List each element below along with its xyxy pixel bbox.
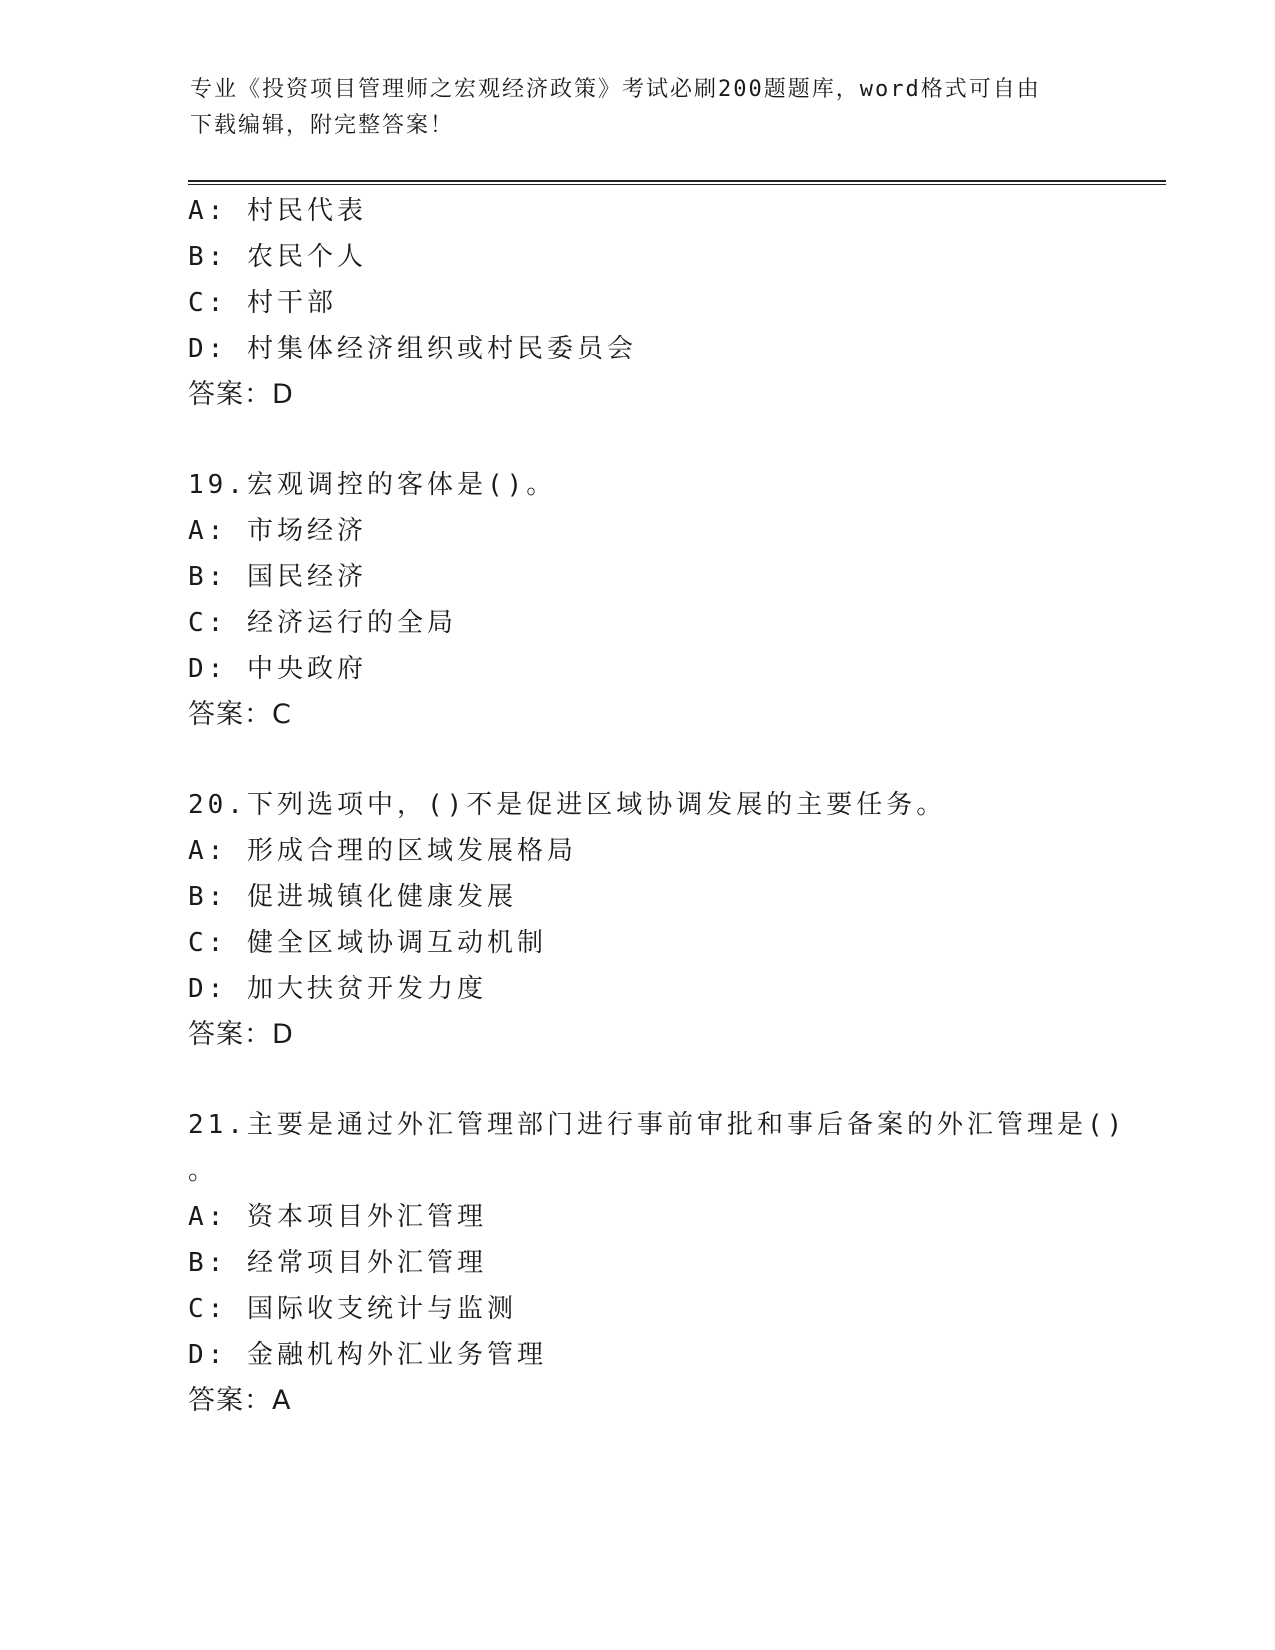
- question-list: [188, 188, 1168, 1424]
- answer: 答案：D: [188, 379, 294, 410]
- header-line-1: 专业《投资项目管理师之宏观经济政策》考试必刷200题题库，word格式可自由: [190, 77, 1041, 102]
- header-line-2: 下载编辑，附完整答案！: [190, 113, 455, 138]
- question-19: [188, 462, 1168, 738]
- option-b: B: 促进城镇化健康发展: [188, 882, 517, 912]
- header-divider: [188, 180, 1166, 185]
- option-a: A: 市场经济: [188, 516, 367, 546]
- option-d: D: 村集体经济组织或村民委员会: [188, 334, 637, 364]
- option-b: B: 国民经济: [188, 562, 367, 592]
- document-header: [190, 72, 1090, 144]
- question-stem: 20.下列选项中，()不是促进区域协调发展的主要任务。: [188, 790, 947, 820]
- option-a: A: 形成合理的区域发展格局: [188, 836, 577, 866]
- answer: 答案：D: [188, 1019, 294, 1050]
- answer: 答案：C: [188, 699, 292, 730]
- option-c: C: 健全区域协调互动机制: [188, 928, 547, 958]
- option-d: D: 中央政府: [188, 654, 367, 684]
- option-b: B: 经常项目外汇管理: [188, 1248, 487, 1278]
- option-c: C: 村干部: [188, 288, 337, 318]
- option-d: D: 金融机构外汇业务管理: [188, 1340, 547, 1370]
- question-stem-line-1: 21.主要是通过外汇管理部门进行事前审批和事后备案的外汇管理是(): [188, 1110, 1127, 1140]
- question-21: [188, 1102, 1168, 1424]
- question-stem: 19.宏观调控的客体是()。: [188, 470, 557, 500]
- question-18: [188, 188, 1168, 418]
- option-a: A: 资本项目外汇管理: [188, 1202, 487, 1232]
- answer: 答案：A: [188, 1385, 292, 1416]
- option-b: B: 农民个人: [188, 242, 367, 272]
- question-20: [188, 782, 1168, 1058]
- option-a: A: 村民代表: [188, 196, 367, 226]
- option-c: C: 国际收支统计与监测: [188, 1294, 517, 1324]
- option-c: C: 经济运行的全局: [188, 608, 457, 638]
- option-d: D: 加大扶贫开发力度: [188, 974, 487, 1004]
- question-stem-line-2: 。: [188, 1156, 219, 1186]
